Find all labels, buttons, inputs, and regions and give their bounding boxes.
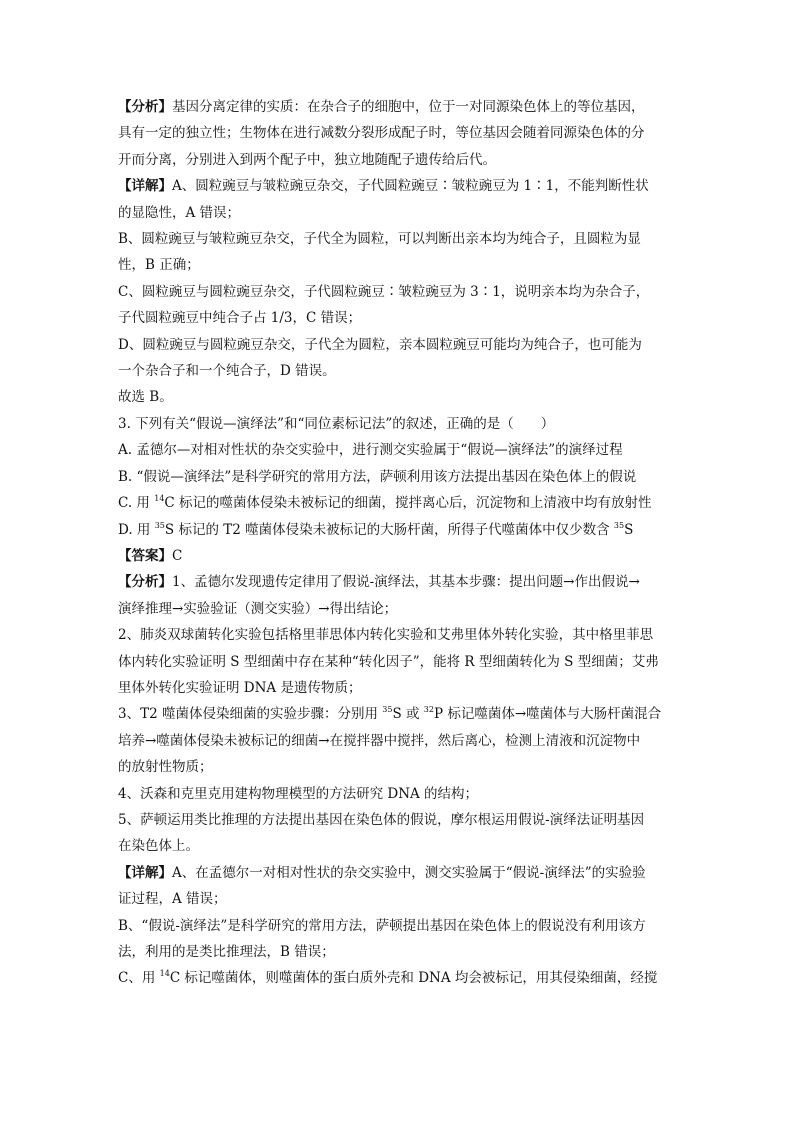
detail-1-line: 性，B 正确； (118, 257, 200, 274)
answer-value: C (172, 547, 183, 564)
answer-tag: 【答案】 (118, 547, 172, 564)
detail-3-line: B、“假说-演绎法”是科学研究的常用方法，萨顿提出基因在染色体上的假说没有利用该方 (118, 917, 646, 934)
analysis-3-line: 5、萨顿运用类比推理的方法提出基因在染色体的假说，摩尔根运用假说-演绎法证明基因 (118, 811, 645, 828)
analysis-tag: 【分析】 (118, 99, 172, 115)
detail-1-line: 子代圆粒豌豆中纯合子占 1/3，C 错误； (118, 310, 362, 327)
detail-1-line: B、圆粒豌豆与皱粒豌豆杂交，子代全为圆粒，可以判断出亲本均为纯合子，且圆粒为显 (118, 231, 641, 248)
analysis-tag: 【分析】 (118, 574, 172, 591)
analysis-3-line: 体内转化实验证明 S 型细菌中存在某种“转化因子”，能将 R 型细菌转化为 S 型细菌；艾弗 (118, 653, 659, 670)
detail-1-line: 【详解】A、圆粒豌豆与皱粒豌豆杂交，子代圆粒豌豆∶皱粒豌豆为 1∶1，不能判断性状 (118, 178, 649, 195)
question-3-stem: 3. 下列有关“假说—演绎法”和“同位素标记法”的叙述，正确的是（ ） (118, 415, 555, 432)
detail-3-line: C、用 $^{14}$C 标记噬菌体，则噬菌体的蛋白质外壳和 DNA 均会被标记，用其侵染细菌，经搅 (118, 969, 658, 987)
analysis-3-line: 【分析】1、孟德尔发现遗传定律用了假说-演绎法，其基本步骤：提出问题→作出假说→ (118, 574, 640, 591)
analysis-3-line: 里体外转化实验证明 DNA 是遗传物质； (118, 679, 362, 696)
question-3-option-b: B. “假说—演绎法”是科学研究的常用方法，萨顿利用该方法提出基因在染色体上的假说 (118, 468, 637, 485)
detail-1-line: D、圆粒豌豆与圆粒豌豆杂交，子代全为圆粒，亲本圆粒豌豆可能均为纯合子，也可能为 (118, 336, 642, 353)
question-3-option-c: C. 用 $^{14}$C 标记的噬菌体侵染未被标记的细菌，搅拌离心后，沉淀物和上清液中均有放射性 (118, 494, 652, 512)
analysis-1-line: 开而分离，分别进入到两个配子中，独立地随配子遗传给后代。 (118, 151, 496, 168)
analysis-3-line: 在染色体上。 (118, 838, 199, 855)
detail-1-line: 一个杂合子和一个纯合子，D 错误。 (118, 363, 336, 380)
analysis-1-line: 具有一定的独立性；生物体在进行减数分裂形成配子时，等位基因会随着同源染色体的分 (118, 125, 645, 142)
detail-3-line: 证过程，A 错误； (118, 891, 227, 908)
analysis-3-line: 培养→噬菌体侵染未被标记的细菌→在搅拌器中搅拌，然后离心，检测上清液和沉淀物中 (118, 732, 641, 749)
detail-1-line: C、圆粒豌豆与圆粒豌豆杂交，子代圆粒豌豆∶皱粒豌豆为 3∶1，说明亲本均为杂合子， (118, 283, 650, 300)
analysis-3-line: 2、肺炎双球菌转化实验包括格里菲思体内转化实验和艾弗里体外转化实验，其中格里菲思 (118, 627, 654, 644)
detail-3-line: 法，利用的是类比推理法，B 错误； (118, 944, 335, 960)
detail-tag: 【详解】 (118, 864, 172, 881)
question-3-answer (118, 543, 678, 569)
detail-1-line: 故选 B。 (118, 389, 173, 406)
document-page (118, 94, 678, 992)
analysis-3-line: 演绎推理→实验验证（测交实验）→得出结论； (118, 600, 398, 617)
analysis-3-line: 3、T2 噬菌体侵染细菌的实验步骤：分别用 $^{35}$S 或 $^{32}$P 标记噬菌体→噬菌体与大肠杆菌混合 (118, 705, 662, 723)
detail-tag: 【详解】 (118, 178, 172, 195)
analysis-3-line: 4、沃森和克里克用建构物理模型的方法研究 DNA 的结构； (118, 785, 479, 802)
detail-1-line: 的显隐性，A 错误； (118, 204, 241, 221)
question-3-option-d: D. 用 $^{35}$S 标记的 T2 噬菌体侵染未被标记的大肠杆菌，所得子代噬菌体中仅少数含 $^{35}$S (118, 520, 634, 538)
detail-3-line: 【详解】A、在孟德尔一对相对性状的杂交实验中，测交实验属于“假说-演绎法”的实验验 (118, 864, 646, 881)
analysis-3-line: 的放射性物质； (118, 759, 213, 776)
analysis-1-line: 【分析】基因分离定律的实质：在杂合子的细胞中，位于一对同源染色体上的等位基因， (118, 99, 645, 115)
question-3-option-a: A. 孟德尔—对相对性状的杂交实验中，进行测交实验属于“假说—演绎法”的演绎过程 (118, 442, 623, 459)
